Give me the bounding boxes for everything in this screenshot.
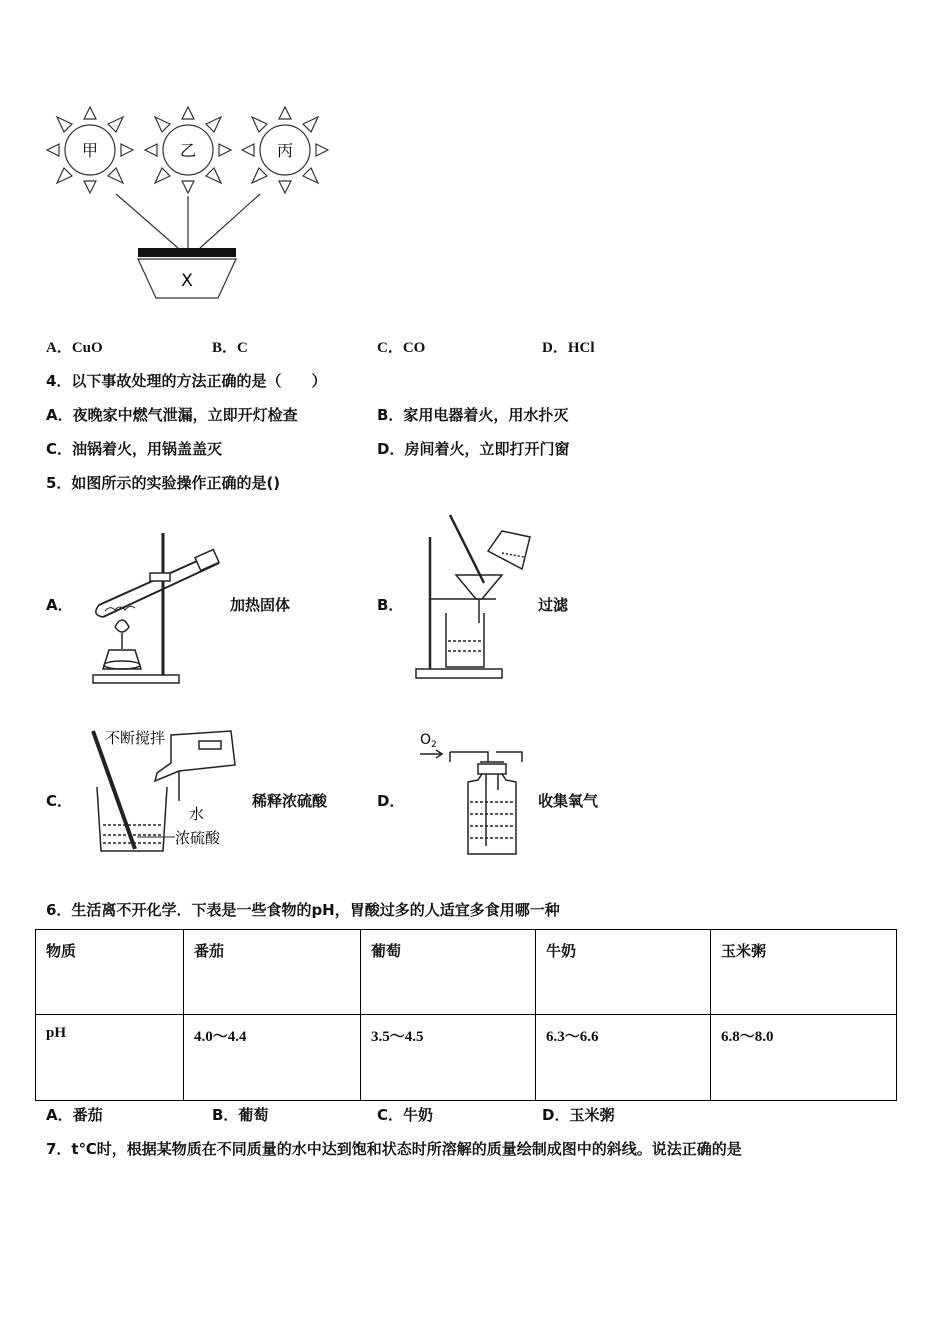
q6-stem: 6．生活离不开化学．下表是一些食物的pH，胃酸过多的人适宜多食用哪一种 <box>46 901 560 919</box>
q5-option-d-letter[interactable]: D． <box>377 792 405 810</box>
sun-jia-icon <box>47 107 133 193</box>
sun-label: 乙 <box>179 141 197 160</box>
table-cell: 6.8～8.0 <box>711 1015 897 1101</box>
table-cell: 4.0～4.4 <box>184 1015 361 1101</box>
table-cell: 玉米粥 <box>711 930 897 1015</box>
q6-option-c[interactable]: C．牛奶 <box>377 1106 434 1124</box>
q4-option-c[interactable]: C．油锅着火，用锅盖盖灭 <box>46 440 223 458</box>
table-cell: 葡萄 <box>361 930 536 1015</box>
table-row <box>36 1015 897 1101</box>
q3-option-b[interactable]: B．C <box>212 340 248 356</box>
q6-option-a[interactable]: A．番茄 <box>46 1106 103 1124</box>
acid-label: 浓硫酸 <box>175 829 221 847</box>
q5-caption-c: 稀释浓硫酸 <box>252 792 328 810</box>
q3-option-c[interactable]: C．CO <box>377 340 426 356</box>
q6-option-d[interactable]: D．玉米粥 <box>542 1106 615 1124</box>
q5-option-b-letter[interactable]: B． <box>377 596 404 614</box>
heating-solid-apparatus-icon <box>85 525 230 687</box>
table-cell: 6.3～6.6 <box>536 1015 711 1101</box>
table-header-row <box>36 930 897 1015</box>
q5-caption-a: 加热固体 <box>230 596 291 614</box>
q4-stem: 4．以下事故处理的方法正确的是（ ） <box>46 372 327 390</box>
q5-stem: 5．如图所示的实验操作正确的是() <box>46 474 281 492</box>
q3-option-a[interactable]: A．CuO <box>46 340 103 356</box>
q4-option-d[interactable]: D．房间着火，立即打开门窗 <box>377 440 570 458</box>
sun-bing-icon <box>242 107 328 193</box>
q5-caption-b: 过滤 <box>538 596 569 614</box>
q3-option-d[interactable]: D．HCl <box>542 340 595 356</box>
q5-option-a-letter[interactable]: A． <box>46 596 73 614</box>
q5-caption-d: 收集氧气 <box>538 792 599 810</box>
q7-stem: 7．t℃时，根据某物质在不同质量的水中达到饱和状态时所溶解的质量绘制成图中的斜线。说法正确的是 <box>46 1140 742 1158</box>
q4-option-a[interactable]: A．夜晚家中燃气泄漏，立即开灯检查 <box>46 406 298 424</box>
suns-diagram <box>40 100 340 310</box>
q4-option-b[interactable]: B．家用电器着火，用水扑灭 <box>377 406 569 424</box>
table-cell: 番茄 <box>184 930 361 1015</box>
x-lid <box>138 248 236 257</box>
q5-option-c-letter[interactable]: C． <box>46 792 73 810</box>
sun-yi-icon <box>145 107 231 193</box>
dilute-sulfuric-acid-apparatus-icon <box>75 725 250 860</box>
water-label: 水 <box>189 805 205 823</box>
table-cell: 物质 <box>36 930 184 1015</box>
stir-label: 不断搅拌 <box>105 729 166 747</box>
collect-oxygen-apparatus-icon <box>412 728 532 860</box>
table-cell: pH <box>36 1015 184 1101</box>
filtration-apparatus-icon <box>410 513 535 683</box>
q6-option-b[interactable]: B．葡萄 <box>212 1106 269 1124</box>
table-cell: 3.5～4.5 <box>361 1015 536 1101</box>
ph-table <box>35 929 897 1101</box>
x-label: X <box>181 271 193 291</box>
sun-label: 甲 <box>81 141 99 160</box>
sun-label: 丙 <box>276 141 294 160</box>
table-cell: 牛奶 <box>536 930 711 1015</box>
oxygen-label: $O_2$ <box>420 732 437 750</box>
